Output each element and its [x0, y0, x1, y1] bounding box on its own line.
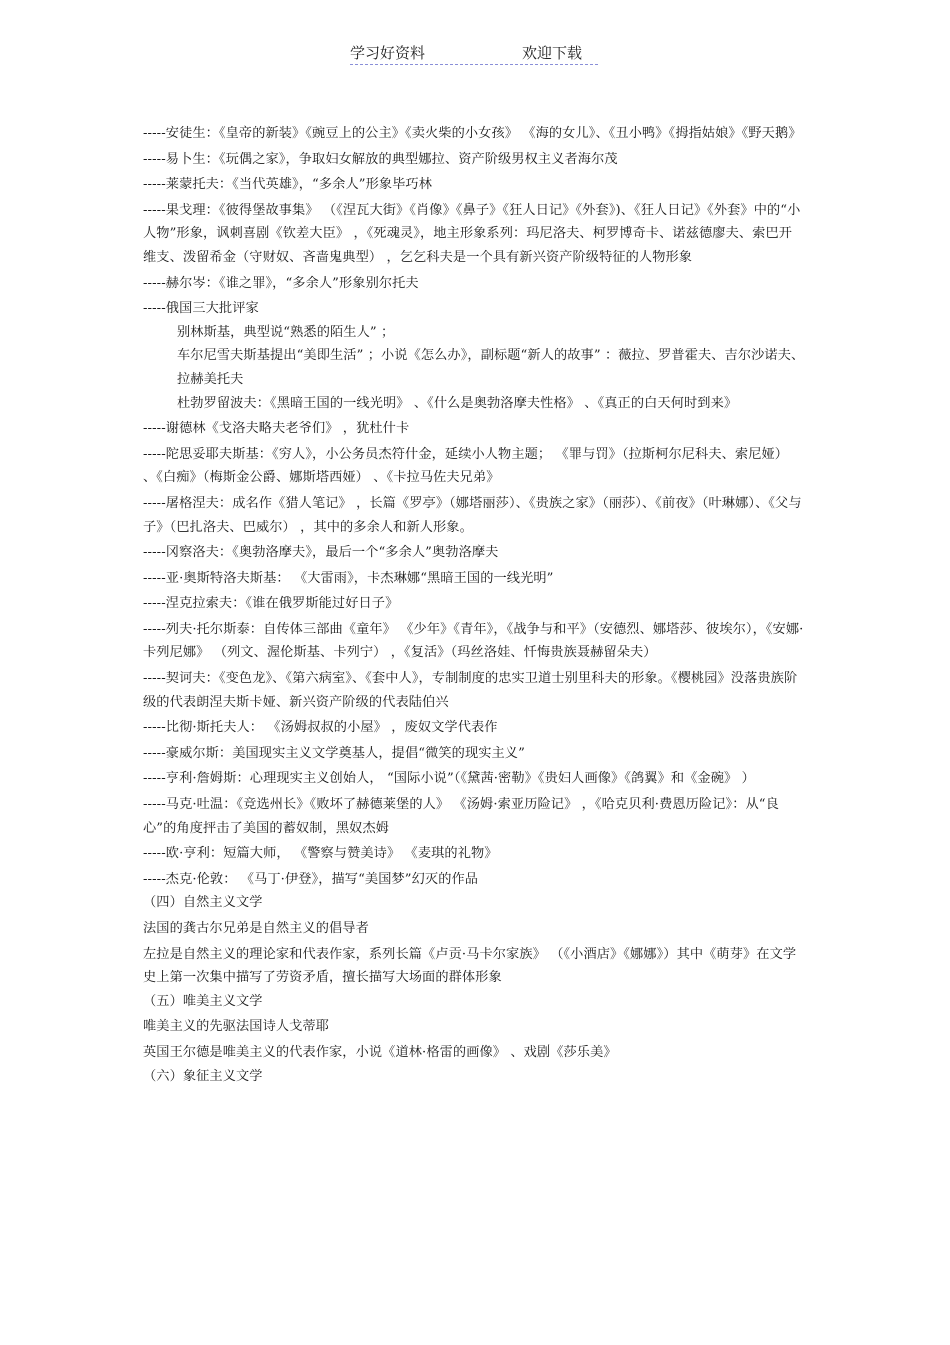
paragraph-nekrasov: -----涅克拉索夫：《谁在俄罗斯能过好日子》: [143, 596, 399, 612]
paragraph-mark-twain: -----马克·吐温：《竞选州长》《败坏了赫德莱堡的人》 《汤姆·索亚历险记》 ，《哈克贝利·费恩历险记》：从“良心”的角度抨击了美国的蓄奴制，黑奴杰姆: [143, 797, 779, 836]
section-heading-naturalism: （四）自然主义文学: [143, 895, 263, 911]
paragraph-turgenev: -----屠格涅夫：成名作《猎人笔记》 ，长篇《罗亭》（娜塔丽莎）、《贵族之家》（丽莎）、《前夜》（叶琳娜）、《父与子》（巴扎洛夫、巴威尔） ，其中的多余人和新人形象。: [143, 495, 802, 535]
paragraph-gautier: 唯美主义的先驱法国诗人戈蒂耶: [143, 1019, 330, 1035]
paragraph-ibsen: -----易卜生：《玩偶之家》，争取妇女解放的典型娜拉、资产阶级男权主义者海尔茂: [143, 151, 618, 167]
paragraph-belinsky: 别林斯基，典型说“熟悉的陌生人” ；: [177, 324, 395, 340]
paragraph-wilde: 英国王尔德是唯美主义的代表作家，小说《道林·格雷的画像》 、戏剧《莎乐美》: [143, 1044, 617, 1060]
paragraph-henry-james: -----亨利·詹姆斯：心理现实主义创始人， “国际小说”（《黛茜·密勒》《贵妇人画像》《鸽翼》和《金碗》 ）: [143, 771, 755, 787]
paragraph-andersen: -----安徒生：《皇帝的新装》《豌豆上的公主》《卖火柴的小女孩》 《海的女儿》、《丑小鸭》《拇指姑娘》《野天鹅》: [143, 126, 802, 141]
paragraph-herzen: -----赫尔岑：《谁之罪》，“多余人”形象别尔托夫: [143, 275, 419, 291]
paragraph-howells: -----豪威尔斯：美国现实主义文学奠基人，提倡“微笑的现实主义”: [143, 745, 525, 761]
paragraph-chekhov: -----契诃夫：《变色龙》、《第六病室》、《套中人》，专制制度的忠实卫道士别里科夫的形象。《樱桃园》没落贵族阶级的代表朗涅夫斯卡娅、新兴资产阶级的代表陆伯兴: [143, 671, 798, 710]
paragraph-o-henry: -----欧·亨利：短篇大师， 《警察与赞美诗》 《麦琪的礼物》: [143, 846, 498, 862]
paragraph-tolstoy: -----列夫·托尔斯泰：自传体三部曲《童年》 《少年》《青年》，《战争与和平》（安德烈、娜塔莎、彼埃尔），《安娜·卡列尼娜》 （列文、渥伦斯基、卡列宁） ，《复活》（玛丝洛娃、忏悔贵族聂赫留朵夫）: [143, 621, 804, 661]
paragraph-lermontov: -----莱蒙托夫：《当代英雄》，“多余人”形象毕巧林: [143, 177, 433, 193]
paragraph-stowe: -----比彻·斯托夫人： 《汤姆叔叔的小屋》 ，废奴文学代表作: [143, 720, 498, 736]
section-heading-aestheticism: （五）唯美主义文学: [143, 993, 263, 1009]
paragraph-zola: 左拉是自然主义的理论家和代表作家，系列长篇《卢贡·马卡尔家族》 （《小酒店》《娜娜》）其中《萌芽》在文学史上第一次集中描写了劳资矛盾，擅长描写大场面的群体形象: [143, 946, 797, 986]
header-right-text: 欢迎下载: [522, 44, 583, 62]
header-left-text: 学习好资料: [350, 44, 426, 62]
paragraph-three-critics: -----俄国三大批评家: [143, 301, 259, 317]
document-body: [143, 120, 805, 1088]
paragraph-goncharov: -----冈察洛夫：《奥勃洛摩夫》，最后一个“多余人”奥勃洛摩夫: [143, 545, 499, 561]
paragraph-dobrolyubov: 杜勃罗留波夫：《黑暗王国的一线光明》 、《什么是奥勃洛摩夫性格》 、《真正的白天何时到来》: [177, 395, 738, 411]
paragraph-saltykov: -----谢德林《戈洛夫略夫老爷们》 ，犹杜什卡: [143, 421, 410, 437]
paragraph-goncourt: 法国的龚古尔兄弟是自然主义的倡导者: [143, 921, 369, 936]
section-heading-symbolism: （六）象征主义文学: [143, 1068, 263, 1084]
paragraph-dostoevsky: -----陀思妥耶夫斯基：《穷人》，小公务员杰符什金，延续小人物主题； 《罪与罚》（拉斯柯尔尼科夫、索尼娅） 、《白痴》（梅斯金公爵、娜斯塔西娅） 、《卡拉马佐夫兄弟》: [143, 446, 793, 486]
paragraph-chernyshevsky: 车尔尼雪夫斯基提出“美即生活” ；小说《怎么办》，副标题“新人的故事” ：薇拉、罗普霍夫、吉尔沙诺夫、拉赫美托夫: [177, 348, 805, 387]
paragraph-jack-london: -----杰克·伦敦： 《马丁·伊登》，描写“美国梦”幻灭的作品: [143, 871, 479, 887]
paragraph-gogol: -----果戈理：《彼得堡故事集》 （《涅瓦大街》《肖像》《鼻子》《狂人日记》《外套》)、《狂人日记》《外套》中的“小人物”形象，讽刺喜剧《钦差大臣》 ，《死魂灵》，地主形象系列：玛尼洛夫、柯罗博奇卡、诺兹德廖夫、索巴开维支、泼留希金（守财奴、吝啬鬼典型） ，乞乞科夫是一个具有新兴资产阶级特征的人物形象: [143, 202, 801, 265]
paragraph-ostrovsky: -----亚·奥斯特洛夫斯基： 《大雷雨》，卡杰琳娜“黑暗王国的一线光明”: [143, 570, 554, 586]
page-header: [350, 42, 598, 65]
